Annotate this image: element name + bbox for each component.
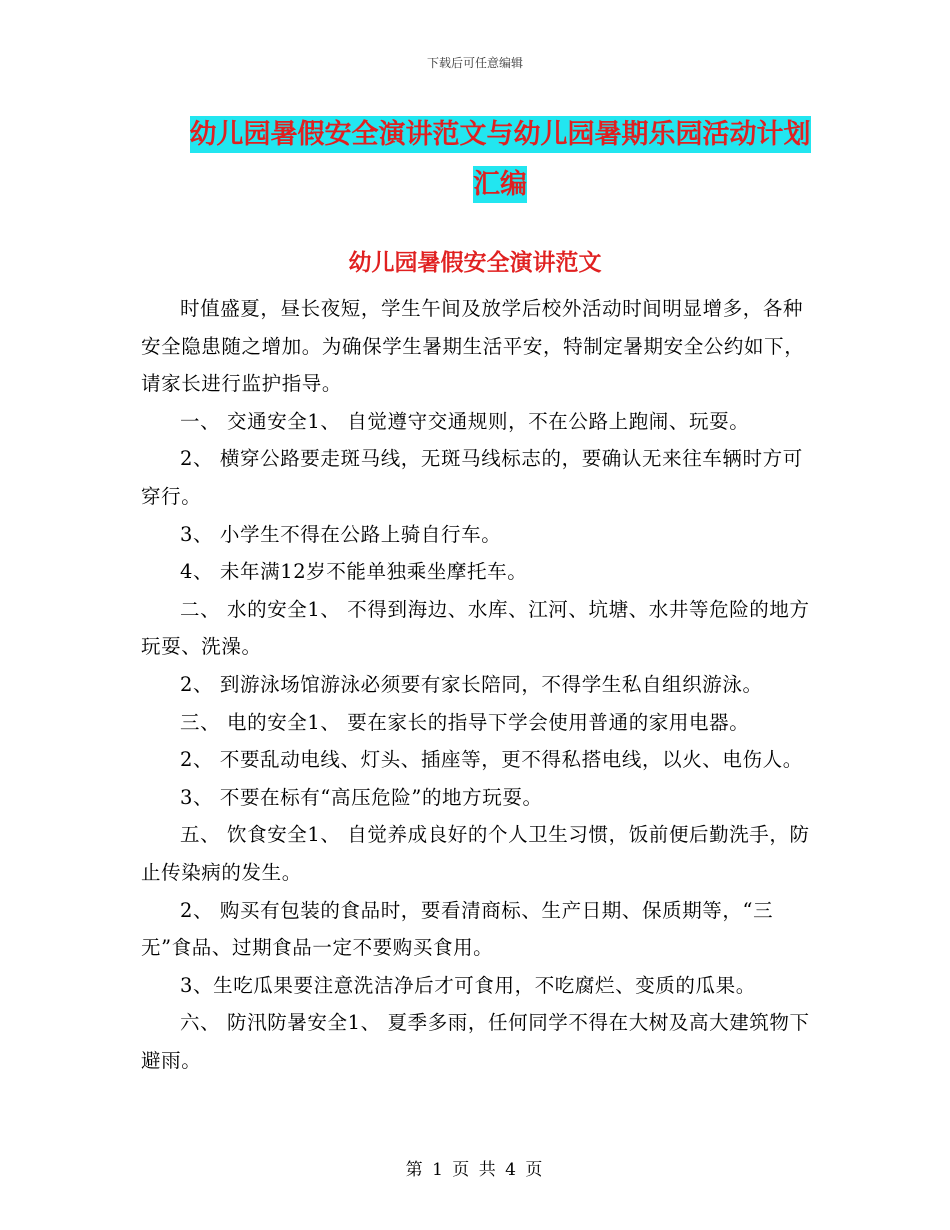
paragraph: 2、 不要乱动电线、灯头、插座等，更不得私搭电线，以火、电伤人。: [180, 748, 803, 772]
paragraph: 时值盛夏，昼长夜短，学生午间及放学后校外活动时间明显增多，各种安全隐患随之增加。为确保学生暑期生活平安，特制定暑期安全公约如下，请家长进行监护指导。: [141, 297, 805, 396]
page-footer: 第 1 页 共 4 页: [405, 1160, 545, 1180]
paragraph: 2、 横穿公路要走斑马线，无斑马线标志的，要确认无来往车辆时方可穿行。: [141, 447, 803, 508]
paragraph: 一、 交通安全1、 自觉遵守交通规则，不在公路上跑闹、玩耍。: [180, 409, 750, 433]
paragraph: 2、 到游泳场馆游泳必须要有家长陪同，不得学生私自组织游泳。: [180, 672, 763, 696]
title-line-1: 幼儿园暑假安全演讲范文与幼儿园暑期乐园活动计划: [190, 116, 811, 153]
paragraph: 2、 购买有包装的食品时，要看清商标、生产日期、保质期等，“三无”食品、过期食品一定不要购买食用。: [141, 898, 774, 960]
paragraph: 4、 未年满12岁不能单独乘坐摩托车。: [180, 560, 528, 584]
paragraph: 六、 防汛防暑安全1、 夏季多雨，任何同学不得在大树及高大建筑物下避雨。: [141, 1011, 810, 1072]
paragraph: 3、 小学生不得在公路上骑自行车。: [180, 522, 502, 546]
paragraph: 3、 不要在标有“高压危险”的地方玩耍。: [180, 785, 543, 809]
header-note: 下载后可任意编辑: [426, 56, 523, 70]
title-line-2: 汇编: [473, 166, 527, 203]
paragraph: 3、生吃瓜果要注意洗洁净后才可食用，不吃腐烂、变质的瓜果。: [180, 973, 756, 997]
paragraph: 三、 电的安全1、 要在家长的指导下学会使用普通的家用电器。: [180, 710, 750, 734]
paragraph: 五、 饮食安全1、 自觉养成良好的个人卫生习惯，饭前便后勤洗手，防止传染病的发生。: [141, 823, 810, 884]
document-body: [141, 290, 813, 1079]
paragraph: 二、 水的安全1、 不得到海边、水库、江河、坑塘、水井等危险的地方玩耍、洗澡。: [141, 597, 810, 659]
document-title: [140, 110, 860, 210]
section-title: 幼儿园暑假安全演讲范文: [348, 250, 602, 276]
